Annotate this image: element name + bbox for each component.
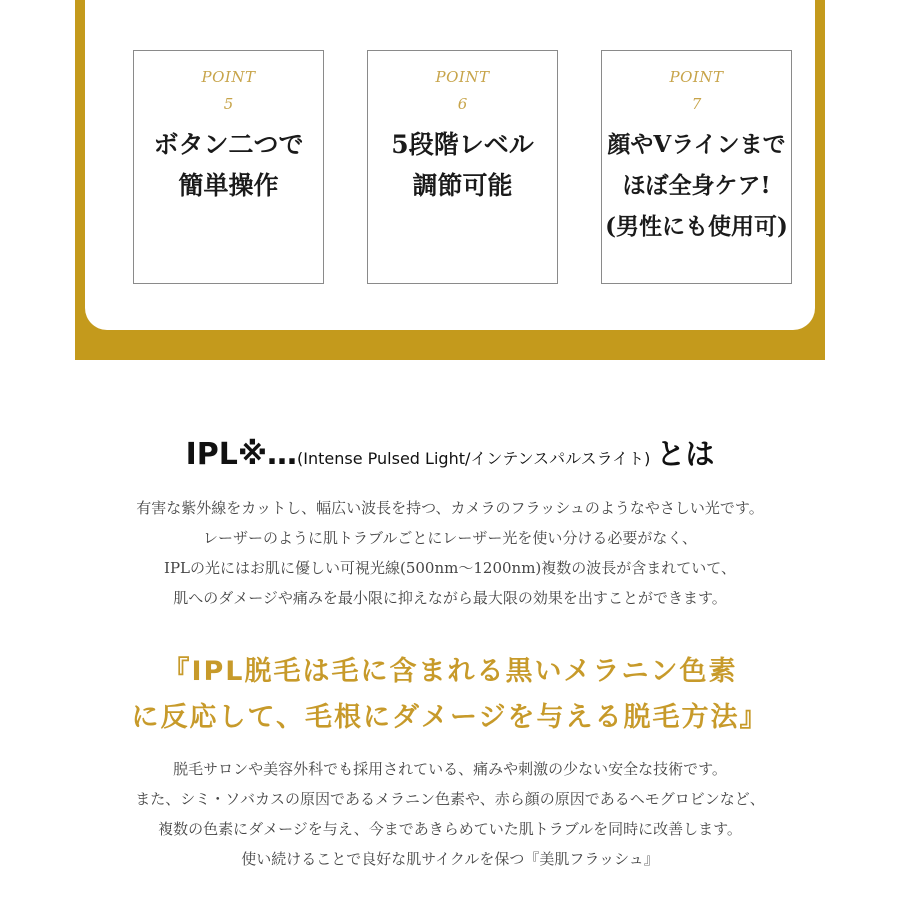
point-title: ボタン二つで 簡単操作 <box>153 130 304 200</box>
point-number: 6 <box>457 95 468 113</box>
point-number: 5 <box>223 95 234 113</box>
ipl-benefits: 脱毛サロンや美容外科でも採用されている、痛みや刺激の少ない安全な技術です。 また、シミ・ソバカスの原因であるメラニン色素や、赤ら顔の原因であるヘモグロビンなど、 複数の色素にダメージを与え、今まであきらめていた肌トラブルを同時に改善します。 使い続けることで良好な肌サイクルを保つ『美肌フラッシュ』 <box>135 760 765 868</box>
point-box-5 <box>133 50 324 284</box>
ipl-heading-paren: (Intense Pulsed Light/インテンスパルスライト) <box>297 449 651 468</box>
point-title: 5段階レベル 調節可能 <box>391 130 534 200</box>
ipl-heading-suffix: とは <box>656 437 715 471</box>
point-number: 7 <box>691 95 702 113</box>
point-title: 顔やVラインまで ほぼ全身ケア! (男性にも使用可) <box>605 131 788 240</box>
ipl-heading <box>0 432 900 473</box>
ipl-description: 有害な紫外線をカットし、幅広い波長を持つ、カメラのフラッシュのようなやさしい光です。 レーザーのように肌トラブルごとにレーザー光を使い分ける必要がなく、 IPLの光にはお肌に優しい可視光線(500nm〜1200nm)複数の波長が含まれていて、 肌へのダメージや痛みを最小限に抑えながら最大限の効果を出すことができます。 <box>136 499 764 607</box>
ipl-heading-prefix: IPL※… <box>185 437 298 472</box>
point-label: POINT <box>435 68 490 86</box>
point-label: POINT <box>669 68 724 86</box>
point-label: POINT <box>201 68 256 86</box>
point-box-6 <box>367 50 558 284</box>
point-box-7 <box>601 50 792 284</box>
ipl-quote: 『IPL脱毛は毛に含まれる黒いメラニン色素 に反応して、毛根にダメージを与える脱毛方法』 <box>131 656 769 733</box>
